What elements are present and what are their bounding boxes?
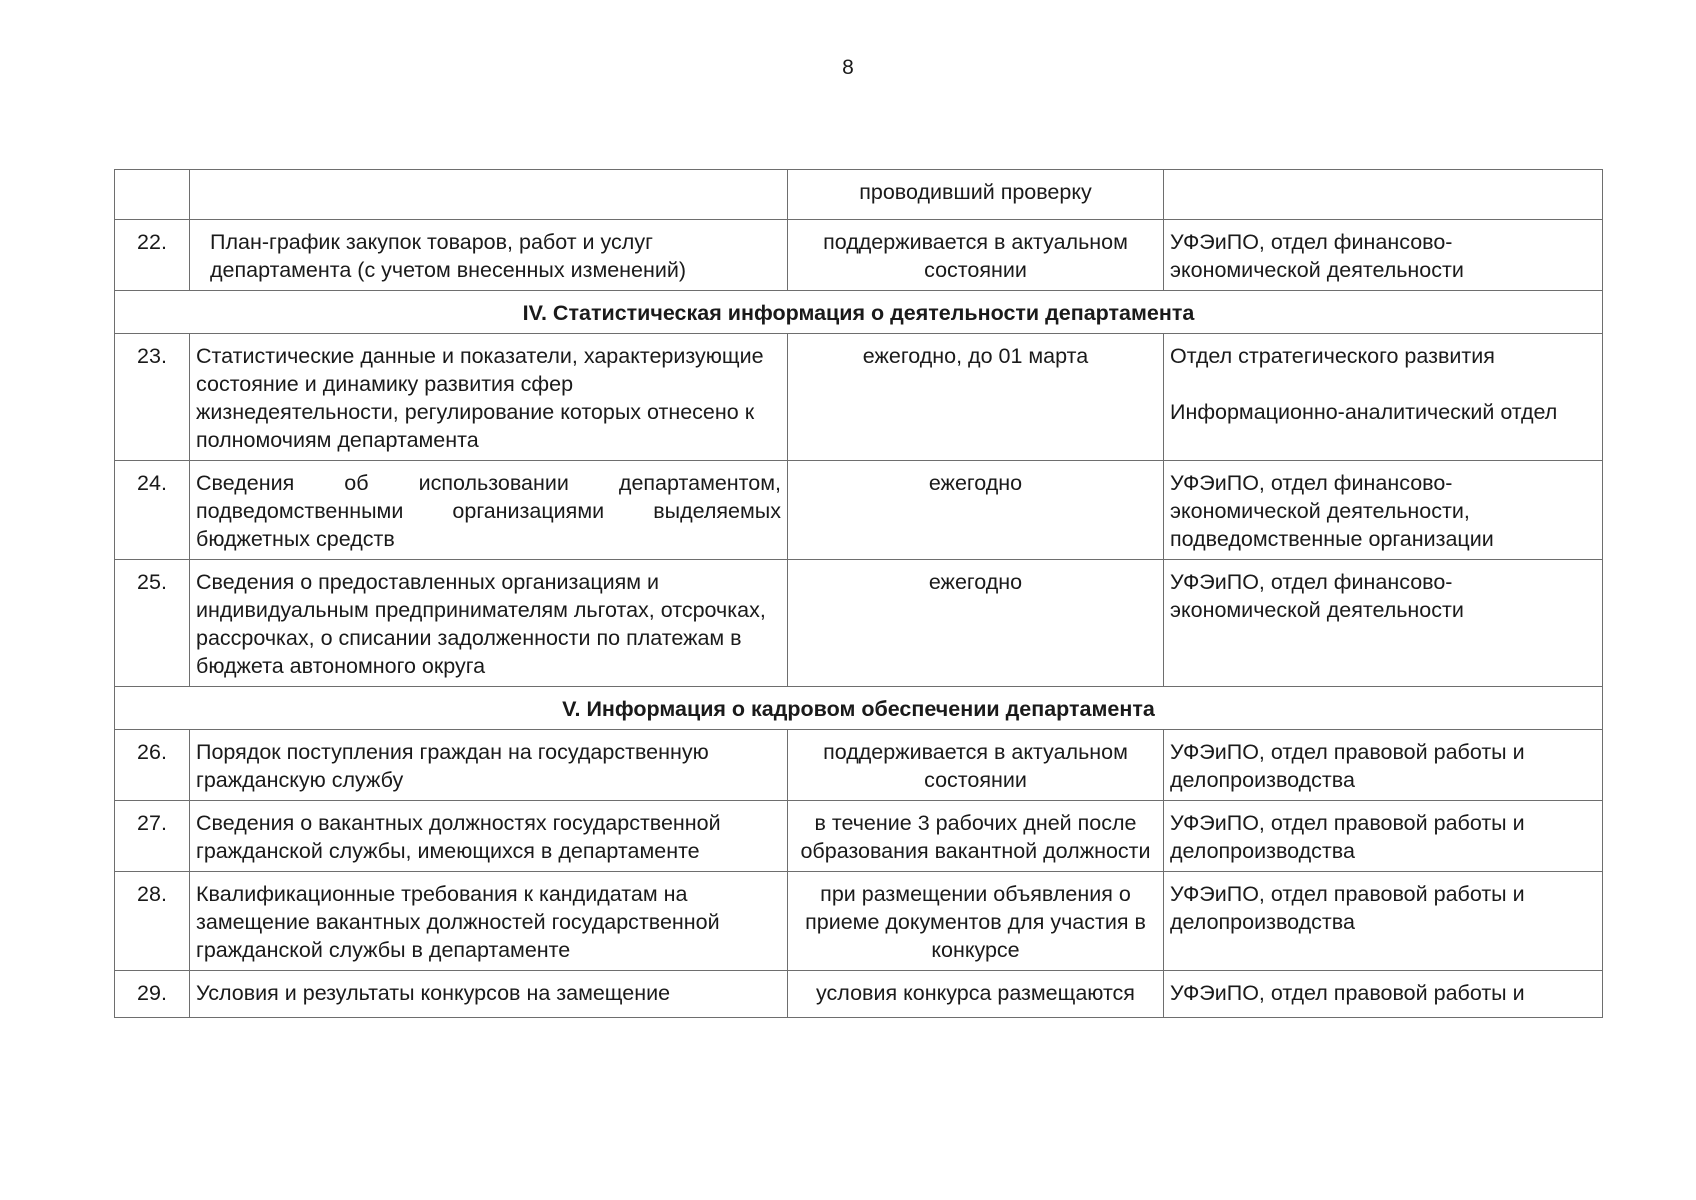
row-name-cell: Сведения о предоставленных организациям и индивидуальным предпринимателям льготах, отсрочках, рассрочках, о списании задолженности по платежам в бюджета автономного округа [190,560,788,687]
row-term-cell: ежегодно, до 01 марта [788,334,1164,461]
row-term-cell: ежегодно [788,560,1164,687]
row-term-cell: условия конкурса размещаются [788,971,1164,1018]
table-row [115,801,1603,872]
responsible-primary: Отдел стратегического развития [1170,344,1495,368]
row-responsible-cell [1164,170,1603,220]
row-number-cell: 27. [115,801,190,872]
table-row [115,334,1603,461]
row-name-cell [190,170,788,220]
row-number-cell: 26. [115,730,190,801]
section-row [115,687,1603,730]
responsible-secondary: Информационно-аналитический отдел [1170,400,1558,424]
row-responsible-cell: УФЭиПО, отдел правовой работы и делопроизводства [1164,872,1603,971]
table-row [115,170,1603,220]
row-number-cell: 22. [115,220,190,291]
row-responsible-cell: УФЭиПО, отдел финансово-экономической деятельности [1164,220,1603,291]
row-number-cell: 25. [115,560,190,687]
row-term-cell: поддерживается в актуальном состоянии [788,220,1164,291]
row-name-cell: Статистические данные и показатели, характеризующие состояние и динамику развития сфер жизнедеятельности, регулирование которых отнесено к полномочиям департамента [190,334,788,461]
row-name-cell: Условия и результаты конкурсов на замещение [190,971,788,1018]
row-term-cell: ежегодно [788,461,1164,560]
table-row [115,461,1603,560]
row-name-cell: План-график закупок товаров, работ и услуг департамента (с учетом внесенных изменений) [190,220,788,291]
row-term-cell: проводивший проверку [788,170,1164,220]
row-responsible-cell: УФЭиПО, отдел правовой работы и [1164,971,1603,1018]
table-row [115,220,1603,291]
row-responsible-cell: УФЭиПО, отдел правовой работы и делопроизводства [1164,730,1603,801]
row-term-cell: при размещении объявления о приеме документов для участия в конкурсе [788,872,1164,971]
table-row [115,971,1603,1018]
row-number-cell: 24. [115,461,190,560]
row-name-cell: Порядок поступления граждан на государственную гражданскую службу [190,730,788,801]
row-number-cell: 28. [115,872,190,971]
row-responsible-cell: УФЭиПО, отдел правовой работы и делопроизводства [1164,801,1603,872]
row-responsible-cell: УФЭиПО, отдел финансово-экономической деятельности, подведомственные организации [1164,461,1603,560]
section-title: V. Информация о кадровом обеспечении департамента [115,687,1603,730]
row-term-cell: в течение 3 рабочих дней после образования вакантной должности [788,801,1164,872]
row-responsible-cell: УФЭиПО, отдел финансово-экономической деятельности [1164,560,1603,687]
page-number: 8 [842,56,854,79]
row-term-cell: поддерживается в актуальном состоянии [788,730,1164,801]
row-number-cell: 23. [115,334,190,461]
row-name-cell: Квалификационные требования к кандидатам на замещение вакантных должностей государственной гражданской службы в департаменте [190,872,788,971]
information-table [114,169,1603,1018]
section-row [115,291,1603,334]
table-row [115,560,1603,687]
section-title: IV. Статистическая информация о деятельности департамента [115,291,1603,334]
row-number-cell: 29. [115,971,190,1018]
row-name-cell: Сведения о вакантных должностях государственной гражданской службы, имеющихся в департаменте [190,801,788,872]
row-name-cell: Сведения об использовании департаментом, подведомственными организациями выделяемых бюджетных средств [190,461,788,560]
table-row [115,872,1603,971]
row-responsible-cell [1164,334,1603,461]
table-row [115,730,1603,801]
row-number-cell [115,170,190,220]
